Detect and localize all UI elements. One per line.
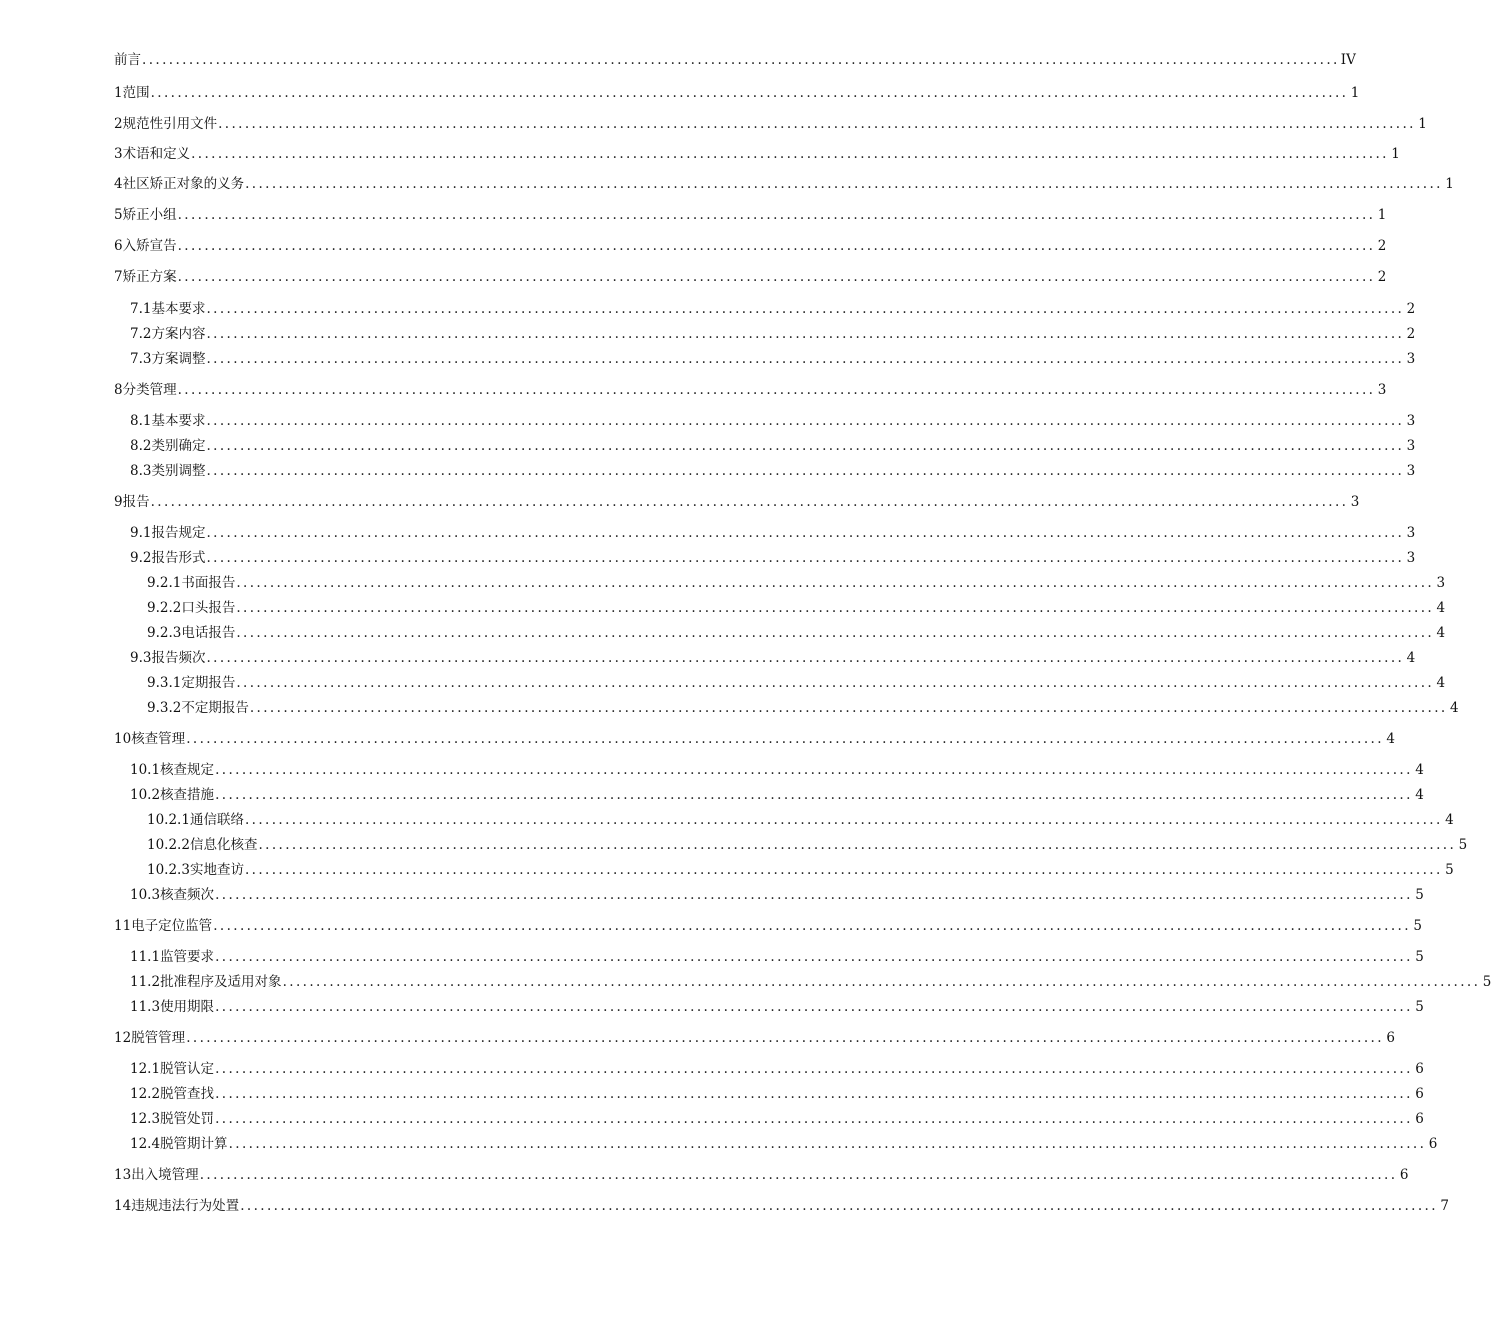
toc-entry-number: 10.2.3 xyxy=(147,862,190,878)
toc-entry[interactable] xyxy=(130,295,1416,317)
toc-entry-page-number: 3 xyxy=(1406,550,1416,566)
toc-entry-page-number: 2 xyxy=(1406,326,1416,342)
toc-entry-number: 11.1 xyxy=(130,949,161,965)
toc-entry-number: 11.2 xyxy=(130,974,161,990)
dot-leader: ................................................................................................................................................................................... xyxy=(236,625,1435,641)
toc-entry[interactable] xyxy=(130,993,1424,1015)
toc-entry[interactable] xyxy=(147,831,1468,853)
toc-entry-number: 9.3 xyxy=(130,650,152,666)
toc-entry-number: 8.3 xyxy=(130,463,152,479)
toc-entry-number: 11.3 xyxy=(130,999,161,1015)
dot-leader: ................................................................................................................................................................................... xyxy=(206,351,1405,367)
toc-entry-title: 违规违法行为处置 xyxy=(131,1198,240,1214)
toc-entry-page-number: 4 xyxy=(1436,625,1446,641)
toc-entry[interactable] xyxy=(114,1192,1449,1214)
toc-entry-number: 5 xyxy=(114,207,123,223)
toc-entry-page-number: 4 xyxy=(1415,787,1424,803)
toc-entry-page-number: 3 xyxy=(1406,463,1416,479)
toc-entry-number: 1 xyxy=(114,85,123,101)
dot-leader: ................................................................................................................................................................................... xyxy=(236,675,1435,691)
toc-entry-page-number: 3 xyxy=(1350,494,1360,510)
toc-entry-title: 入矫宣告 xyxy=(122,238,177,254)
toc-entry-page-number: 4 xyxy=(1436,675,1446,691)
dot-leader: ................................................................................................................................................................................... xyxy=(142,52,1340,68)
toc-entry-number: 12.1 xyxy=(130,1061,161,1077)
toc-entry[interactable] xyxy=(147,806,1454,828)
toc-entry-title: 核查管理 xyxy=(131,731,186,747)
toc-entry-title: 脱管处罚 xyxy=(160,1111,215,1127)
toc-entry-number: 12.4 xyxy=(130,1136,161,1152)
toc-entry[interactable] xyxy=(114,46,1356,68)
dot-leader: ................................................................................................................................................................................... xyxy=(206,525,1405,541)
toc-entry[interactable] xyxy=(114,170,1454,192)
toc-entry-title: 方案调整 xyxy=(151,351,206,367)
dot-leader: ................................................................................................................................................................................... xyxy=(240,1198,1438,1214)
toc-entry-title: 矫正方案 xyxy=(122,269,177,285)
dot-leader: ................................................................................................................................................................................... xyxy=(215,999,1413,1015)
toc-entry-page-number: 4 xyxy=(1445,812,1454,828)
toc-entry-page-number: 4 xyxy=(1386,731,1395,747)
toc-entry-number: 12.3 xyxy=(130,1111,161,1127)
toc-entry-page-number: 2 xyxy=(1406,301,1416,317)
dot-leader: ................................................................................................................................................................................... xyxy=(258,837,1457,853)
toc-entry-page-number: 6 xyxy=(1415,1061,1424,1077)
toc-entry-page-number: 3 xyxy=(1377,382,1387,398)
toc-entry-title: 使用期限 xyxy=(160,999,215,1015)
toc-entry-number: 7.2 xyxy=(130,326,152,342)
dot-leader: ................................................................................................................................................................................... xyxy=(215,787,1413,803)
toc-entry-page-number: 3 xyxy=(1406,413,1416,429)
toc-entry-title: 定期报告 xyxy=(181,675,236,691)
dot-leader: ................................................................................................................................................................................... xyxy=(186,1030,1384,1046)
toc-entry[interactable] xyxy=(130,407,1416,429)
toc-entry[interactable] xyxy=(114,725,1395,747)
dot-leader: ................................................................................................................................................................................... xyxy=(150,494,1349,510)
toc-entry-title: 范围 xyxy=(122,85,150,101)
dot-leader: ................................................................................................................................................................................... xyxy=(244,862,1443,878)
toc-entry-title: 报告频次 xyxy=(151,650,206,666)
toc-entry-page-number: 6 xyxy=(1415,1086,1424,1102)
toc-entry[interactable] xyxy=(130,457,1416,479)
toc-entry-number: 14 xyxy=(114,1198,132,1214)
toc-entry-page-number: 3 xyxy=(1406,525,1416,541)
toc-entry-number: 6 xyxy=(114,238,123,254)
toc-entry-number: 9 xyxy=(114,494,123,510)
toc-entry-title: 电话报告 xyxy=(181,625,236,641)
toc-entry-number: 7.1 xyxy=(130,301,152,317)
toc-entry-title: 基本要求 xyxy=(151,413,206,429)
toc-entry-title: 矫正小组 xyxy=(122,207,177,223)
dot-leader: ................................................................................................................................................................................... xyxy=(236,575,1435,591)
toc-entry-page-number: 5 xyxy=(1458,837,1468,853)
toc-entry-page-number: 5 xyxy=(1415,887,1424,903)
toc-entry[interactable] xyxy=(130,1080,1424,1102)
dot-leader: ................................................................................................................................................................................... xyxy=(206,463,1405,479)
toc-entry[interactable] xyxy=(130,1055,1424,1077)
toc-entry[interactable] xyxy=(130,1130,1438,1152)
toc-entry-page-number: 5 xyxy=(1482,974,1491,990)
toc-entry-title: 方案内容 xyxy=(151,326,206,342)
toc-entry-page-number: 2 xyxy=(1377,238,1387,254)
dot-leader: ................................................................................................................................................................................... xyxy=(215,887,1413,903)
toc-entry-page-number: IV xyxy=(1340,52,1356,68)
dot-leader: ................................................................................................................................................................................... xyxy=(215,1111,1413,1127)
toc-entry-number: 8.1 xyxy=(130,413,152,429)
dot-leader: ................................................................................................................................................................................... xyxy=(206,650,1405,666)
dot-leader: ................................................................................................................................................................................... xyxy=(206,438,1405,454)
toc-entry-title: 不定期报告 xyxy=(181,700,249,716)
toc-entry-title: 类别调整 xyxy=(151,463,206,479)
toc-entry-page-number: 3 xyxy=(1436,575,1446,591)
toc-entry[interactable] xyxy=(130,644,1416,666)
dot-leader: ................................................................................................................................................................................... xyxy=(191,146,1389,162)
dot-leader: ................................................................................................................................................................................... xyxy=(215,1061,1413,1077)
toc-entry-number: 8 xyxy=(114,382,123,398)
toc-entry-title: 出入境管理 xyxy=(131,1167,199,1183)
toc-entry[interactable] xyxy=(130,968,1491,990)
toc-entry[interactable] xyxy=(130,756,1424,778)
dot-leader: ................................................................................................................................................................................... xyxy=(244,812,1443,828)
toc-entry[interactable] xyxy=(114,1024,1395,1046)
toc-entry-title: 电子定位监管 xyxy=(131,918,213,934)
toc-entry-number: 11 xyxy=(114,918,132,934)
dot-leader: ................................................................................................................................................................................... xyxy=(186,731,1384,747)
toc-entry[interactable] xyxy=(147,856,1454,878)
toc-entry-page-number: 4 xyxy=(1406,650,1416,666)
toc-entry-title: 脱管期计算 xyxy=(160,1136,228,1152)
toc-entry-page-number: 7 xyxy=(1440,1198,1449,1214)
toc-entry[interactable] xyxy=(130,544,1416,566)
toc-entry-title: 社区矫正对象的义务 xyxy=(122,176,245,192)
toc-entry[interactable] xyxy=(130,943,1424,965)
toc-entry-title: 监管要求 xyxy=(160,949,215,965)
toc-entry-page-number: 4 xyxy=(1436,600,1446,616)
toc-entry[interactable] xyxy=(147,569,1446,591)
toc-entry-number: 9.2.1 xyxy=(147,575,182,591)
toc-entry-page-number: 6 xyxy=(1399,1167,1409,1183)
toc-entry-title: 核查规定 xyxy=(160,762,215,778)
dot-leader: ................................................................................................................................................................................... xyxy=(177,207,1376,223)
toc-entry-title: 实地查访 xyxy=(189,862,244,878)
toc-entry-page-number: 5 xyxy=(1415,949,1424,965)
toc-entry-page-number: 6 xyxy=(1428,1136,1438,1152)
toc-entry-number: 2 xyxy=(114,116,123,132)
toc-entry[interactable] xyxy=(147,669,1446,691)
dot-leader: ................................................................................................................................................................................... xyxy=(215,762,1413,778)
toc-entry-number: 4 xyxy=(114,176,123,192)
toc-entry-number: 9.2 xyxy=(130,550,152,566)
toc-entry[interactable] xyxy=(130,432,1416,454)
toc-entry[interactable] xyxy=(130,345,1416,367)
toc-entry-title: 前言 xyxy=(114,52,141,68)
toc-entry-page-number: 5 xyxy=(1445,862,1454,878)
toc-entry[interactable] xyxy=(114,912,1422,934)
dot-leader: ................................................................................................................................................................................... xyxy=(206,550,1405,566)
dot-leader: ................................................................................................................................................................................... xyxy=(199,1167,1398,1183)
dot-leader: ................................................................................................................................................................................... xyxy=(228,1136,1427,1152)
toc-entry[interactable] xyxy=(114,1161,1409,1183)
toc-entry-title: 报告 xyxy=(122,494,150,510)
toc-entry-number: 10 xyxy=(114,731,132,747)
toc-entry-title: 报告形式 xyxy=(151,550,206,566)
toc-entry-title: 报告规定 xyxy=(151,525,206,541)
toc-entry-page-number: 6 xyxy=(1386,1030,1395,1046)
toc-entry-page-number: 5 xyxy=(1415,999,1424,1015)
toc-entry-number: 9.3.2 xyxy=(147,700,182,716)
toc-entry-title: 脱管查找 xyxy=(160,1086,215,1102)
toc-entry-title: 分类管理 xyxy=(122,382,177,398)
dot-leader: ................................................................................................................................................................................... xyxy=(150,85,1349,101)
dot-leader: ................................................................................................................................................................................... xyxy=(177,269,1376,285)
toc-entry-title: 基本要求 xyxy=(151,301,206,317)
toc-entry-number: 9.1 xyxy=(130,525,152,541)
toc-entry-page-number: 1 xyxy=(1418,116,1427,132)
toc-entry-page-number: 1 xyxy=(1377,207,1387,223)
toc-entry[interactable] xyxy=(147,594,1446,616)
dot-leader: ................................................................................................................................................................................... xyxy=(282,974,1481,990)
toc-entry-page-number: 1 xyxy=(1445,176,1454,192)
toc-entry[interactable] xyxy=(114,488,1360,510)
dot-leader: ................................................................................................................................................................................... xyxy=(215,949,1413,965)
toc-entry-number: 10.1 xyxy=(130,762,161,778)
toc-entry-number: 10.2.2 xyxy=(147,837,190,853)
toc-entry[interactable] xyxy=(130,1105,1424,1127)
toc-entry-number: 7.3 xyxy=(130,351,152,367)
toc-entry-number: 9.3.1 xyxy=(147,675,182,691)
toc-entry-number: 3 xyxy=(114,146,123,162)
dot-leader: ................................................................................................................................................................................... xyxy=(249,700,1448,716)
toc-entry-title: 术语和定义 xyxy=(122,146,191,162)
toc-entry-title: 核查频次 xyxy=(160,887,215,903)
toc-entry-title: 脱管认定 xyxy=(160,1061,215,1077)
toc-entry[interactable] xyxy=(147,694,1459,716)
dot-leader: ................................................................................................................................................................................... xyxy=(206,301,1405,317)
toc-entry-page-number: 3 xyxy=(1406,351,1416,367)
toc-entry-page-number: 1 xyxy=(1391,146,1400,162)
toc-entry-page-number: 5 xyxy=(1413,918,1422,934)
toc-entry-title: 通信联络 xyxy=(189,812,244,828)
toc-entry-number: 10.2.1 xyxy=(147,812,190,828)
toc-entry-number: 9.2.3 xyxy=(147,625,182,641)
toc-entry-number: 10.2 xyxy=(130,787,161,803)
dot-leader: ................................................................................................................................................................................... xyxy=(245,176,1443,192)
toc-entry-title: 类别确定 xyxy=(151,438,206,454)
toc-entry-title: 脱管管理 xyxy=(131,1030,186,1046)
toc-entry-number: 7 xyxy=(114,269,123,285)
dot-leader: ................................................................................................................................................................................... xyxy=(177,382,1376,398)
dot-leader: ................................................................................................................................................................................... xyxy=(213,918,1411,934)
toc-entry[interactable] xyxy=(130,320,1416,342)
toc-entry-page-number: 4 xyxy=(1450,700,1459,716)
dot-leader: ................................................................................................................................................................................... xyxy=(206,326,1405,342)
toc-entry[interactable] xyxy=(130,519,1416,541)
toc-entry-title: 书面报告 xyxy=(181,575,236,591)
toc-entry-number: 8.2 xyxy=(130,438,152,454)
dot-leader: ................................................................................................................................................................................... xyxy=(218,116,1416,132)
dot-leader: ................................................................................................................................................................................... xyxy=(215,1086,1413,1102)
toc-entry[interactable] xyxy=(114,232,1387,254)
toc-entry-number: 12.2 xyxy=(130,1086,161,1102)
toc-entry-page-number: 1 xyxy=(1350,85,1360,101)
toc-entry-title: 规范性引用文件 xyxy=(122,116,218,132)
toc-entry-page-number: 3 xyxy=(1406,438,1416,454)
toc-entry[interactable] xyxy=(114,263,1387,285)
dot-leader: ................................................................................................................................................................................... xyxy=(177,238,1376,254)
dot-leader: ................................................................................................................................................................................... xyxy=(236,600,1435,616)
dot-leader: ................................................................................................................................................................................... xyxy=(206,413,1405,429)
toc-entry[interactable] xyxy=(130,781,1424,803)
toc-entry-number: 13 xyxy=(114,1167,132,1183)
toc-entry[interactable] xyxy=(114,201,1387,223)
toc-entry[interactable] xyxy=(114,376,1387,398)
toc-entry[interactable] xyxy=(114,140,1400,162)
toc-entry-page-number: 6 xyxy=(1415,1111,1424,1127)
toc-entry-page-number: 4 xyxy=(1415,762,1424,778)
toc-entry-title: 口头报告 xyxy=(181,600,236,616)
toc-entry-page-number: 2 xyxy=(1377,269,1387,285)
toc-entry-number: 10.3 xyxy=(130,887,161,903)
toc-entry-number: 9.2.2 xyxy=(147,600,182,616)
toc-entry[interactable] xyxy=(114,79,1360,101)
toc-entry-title: 批准程序及适用对象 xyxy=(160,974,282,990)
toc-entry[interactable] xyxy=(130,881,1424,903)
toc-entry-number: 12 xyxy=(114,1030,132,1046)
toc-entry[interactable] xyxy=(114,110,1427,132)
toc-entry[interactable] xyxy=(147,619,1446,641)
toc-entry-title: 核查措施 xyxy=(160,787,215,803)
toc-entry-title: 信息化核查 xyxy=(189,837,258,853)
